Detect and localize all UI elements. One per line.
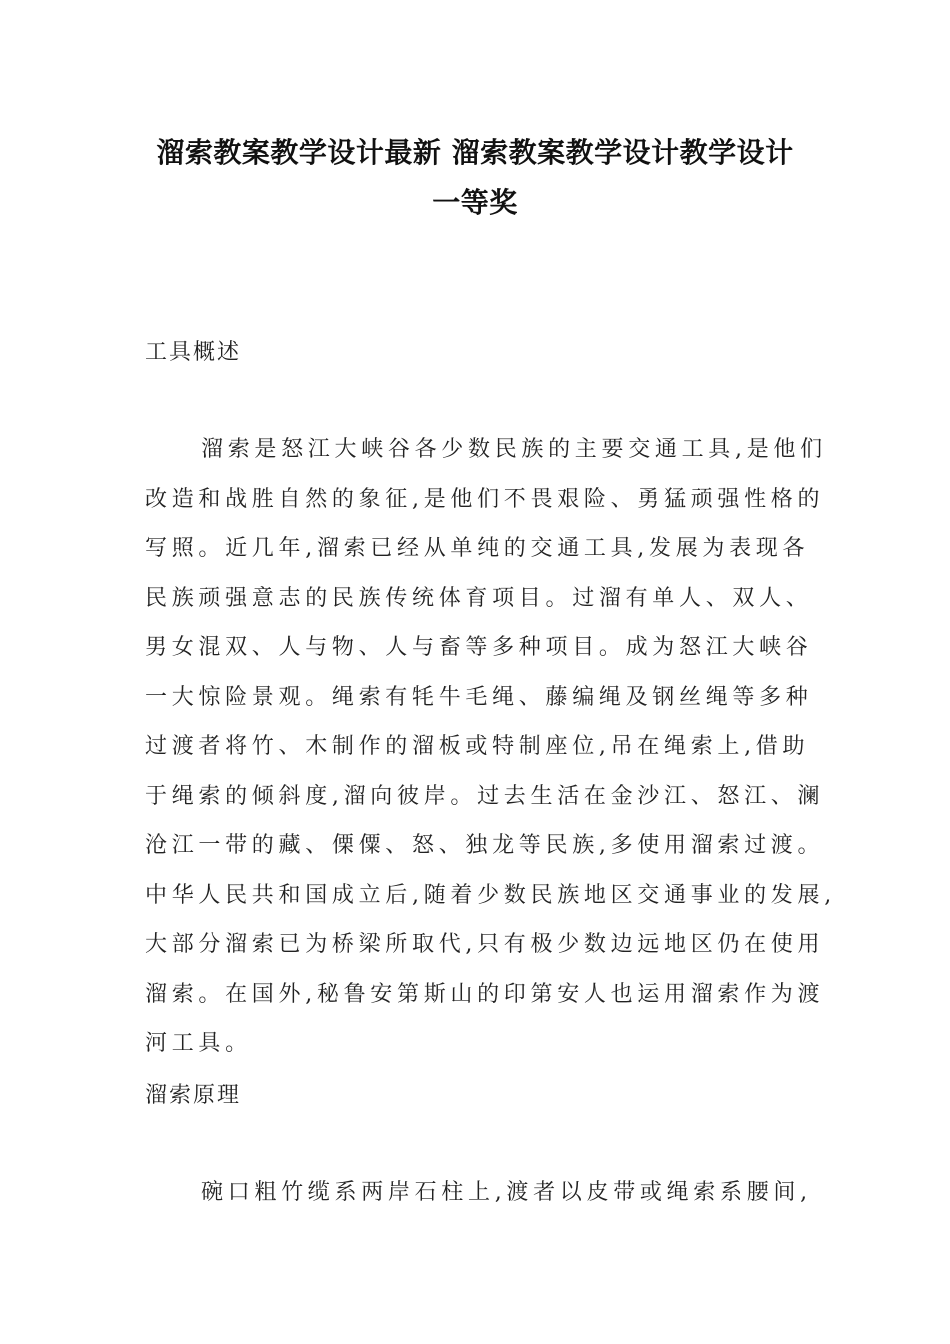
paragraph-line: 改造和战胜自然的象征,是他们不畏艰险、勇猛顽强性格的 bbox=[145, 486, 825, 512]
paragraph-line: 中华人民共和国成立后,随着少数民族地区交通事业的发展, bbox=[145, 882, 836, 908]
paragraph-line: 溜索是怒江大峡谷各少数民族的主要交通工具,是他们 bbox=[201, 437, 827, 462]
paragraph-line: 男女混双、人与物、人与畜等多种项目。成为怒江大峡谷 bbox=[145, 635, 813, 660]
paragraph-line: 溜索。在国外,秘鲁安第斯山的印第安人也运用溜索作为渡 bbox=[145, 981, 825, 1007]
paragraph-line: 大部分溜索已为桥梁所取代,只有极少数边远地区仍在使用 bbox=[145, 932, 825, 957]
paragraph-line: 沧江一带的藏、傈僳、怒、独龙等民族,多使用溜索过渡。 bbox=[145, 833, 825, 858]
section-heading-tool-overview: 工具概述 bbox=[145, 340, 242, 365]
paragraph-line: 于绳索的倾斜度,溜向彼岸。过去生活在金沙江、怒江、澜 bbox=[145, 783, 825, 809]
title-line: 一等奖 bbox=[432, 186, 518, 219]
paragraph-line: 一大惊险景观。绳索有牦牛毛绳、藤编绳及钢丝绳等多种 bbox=[145, 684, 813, 710]
paragraph-line: 河工具。 bbox=[145, 1031, 252, 1056]
paragraph-line: 民族顽强意志的民族传统体育项目。过溜有单人、双人、 bbox=[145, 585, 813, 611]
title-line: 溜索教案教学设计最新 溜索教案教学设计教学设计 bbox=[156, 136, 794, 169]
paragraph-line: 碗口粗竹缆系两岸石柱上,渡者以皮带或绳索系腰间, bbox=[201, 1180, 812, 1205]
paragraph-line: 过渡者将竹、木制作的溜板或特制座位,吊在绳索上,借助 bbox=[145, 734, 810, 759]
document-title bbox=[100, 128, 850, 228]
section-heading-principle: 溜索原理 bbox=[145, 1083, 242, 1108]
paragraph-line: 写照。近几年,溜索已经从单纯的交通工具,发展为表现各 bbox=[145, 536, 810, 561]
paragraph-principle bbox=[145, 1168, 825, 1218]
paragraph-tool-overview bbox=[145, 425, 836, 1069]
